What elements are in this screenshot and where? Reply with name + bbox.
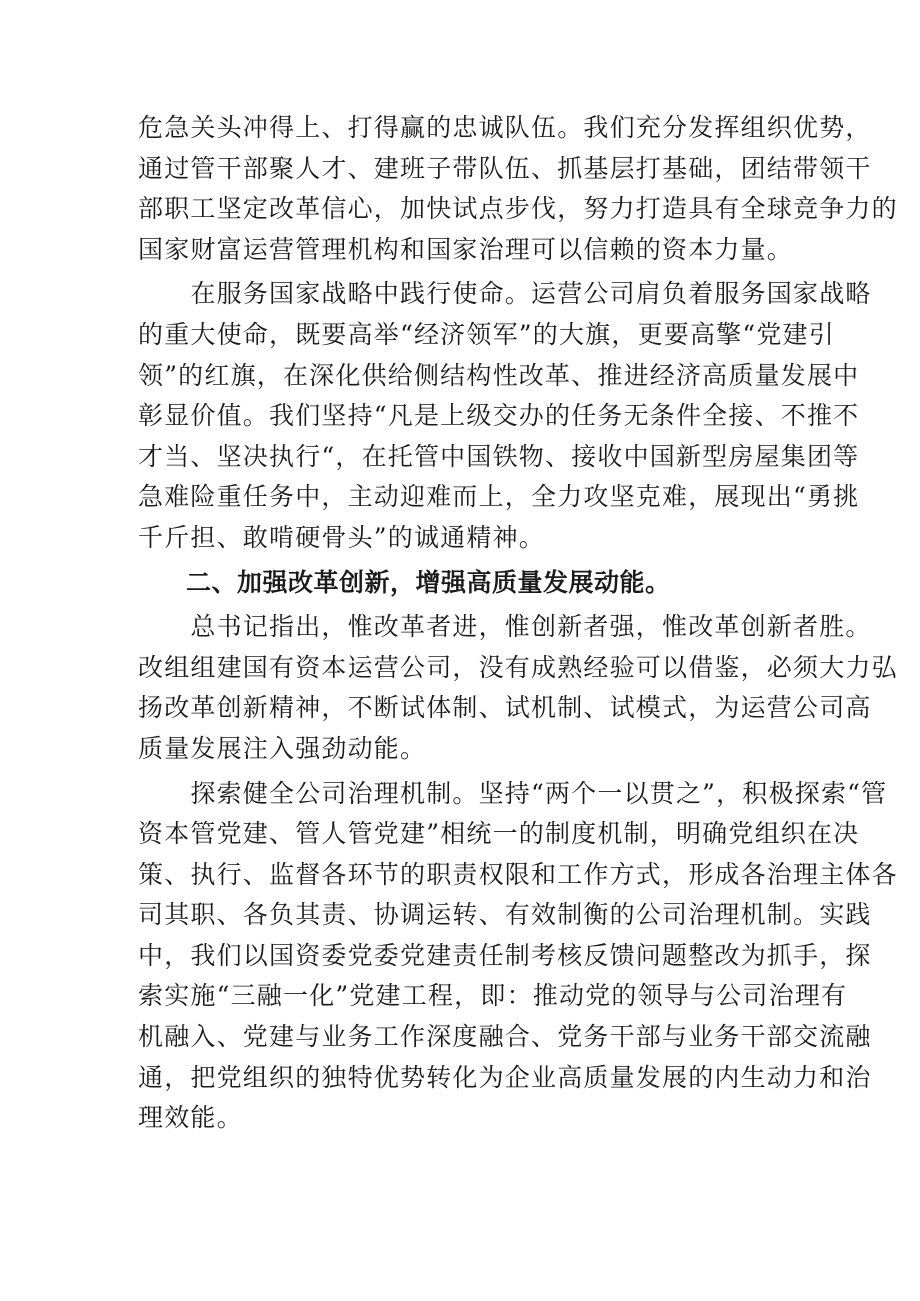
text-line: 彰显价值。我们坚持“凡是上级交办的任务无条件全接、不推不 <box>138 401 860 431</box>
text-line: 司其职、各负其责、协调运转、有效制衡的公司治理机制。实践 <box>138 900 872 930</box>
paragraph-serve-national-strategy <box>138 274 872 558</box>
text-line: 急难险重任务中，主动迎难而上，全力攻坚克难，展现出“勇挑 <box>138 482 860 512</box>
text-line: 扬改革创新精神，不断试体制、试机制、试模式，为运营公司高 <box>138 693 872 723</box>
text-line: 中，我们以国资委党委党建责任制考核反馈问题整改为抓手，探 <box>138 940 872 970</box>
text-line: 通过管干部聚人才、建班子带队伍、抓基层打基础，团结带领干 <box>138 153 872 183</box>
document-body <box>138 108 898 1139</box>
text-line: 索实施“三融一化”党建工程，即：推动党的领导与公司治理有 <box>138 981 848 1011</box>
text-line: 策、执行、监督各环节的职责权限和工作方式，形成各治理主体各 <box>138 859 898 889</box>
section-heading-2 <box>138 563 788 604</box>
text-line: 国家财富运营管理机构和国家治理可以信赖的资本力量。 <box>138 234 794 264</box>
text-line: 的重大使命，既要高举“经济领军”的大旗，更要高擎“党建引 <box>138 319 835 349</box>
text-line: 在服务国家战略中践行使命。运营公司肩负着服务国家战略 <box>138 279 872 309</box>
text-line: 部职工坚定改革信心，加快试点步伐，努力打造具有全球竞争力的 <box>138 194 898 224</box>
section-heading-text: 二、加强改革创新，增强高质量发展动能。 <box>186 567 671 597</box>
text-line: 危急关头冲得上、打得赢的忠诚队伍。我们充分发挥组织优势， <box>138 113 872 142</box>
paragraph-party-organization-advantage <box>138 108 898 270</box>
text-line: 改组组建国有资本运营公司，没有成熟经验可以借鉴，必须大力弘 <box>138 652 898 682</box>
text-line: 领”的红旗，在深化供给侧结构性改革、推进经济高质量发展中 <box>138 360 860 390</box>
text-line: 质量发展注入强劲动能。 <box>138 733 427 763</box>
text-line: 才当、坚决执行“，在托管中国铁物、接收中国新型房屋集团等 <box>138 441 860 471</box>
paragraph-corporate-governance <box>138 774 898 1139</box>
text-line: 机融入、党建与业务工作深度融合、党务干部与业务干部交流融 <box>138 1022 872 1052</box>
text-line: 总书记指出，惟改革者进，惟创新者强，惟改革创新者胜。 <box>138 612 872 642</box>
text-line: 通，把党组织的独特优势转化为企业高质量发展的内生动力和治 <box>138 1062 872 1092</box>
text-line: 理效能。 <box>138 1103 243 1133</box>
text-line: 千斤担、敢啃硬骨头”的诚通精神。 <box>138 522 545 552</box>
text-line: 探索健全公司治理机制。坚持“两个一以贯之”，积极探索“管 <box>138 778 888 808</box>
text-line: 资本管党建、管人管党建”相统一的制度机制，明确党组织在决 <box>138 819 860 849</box>
paragraph-reform-innovation-intro <box>138 607 898 769</box>
